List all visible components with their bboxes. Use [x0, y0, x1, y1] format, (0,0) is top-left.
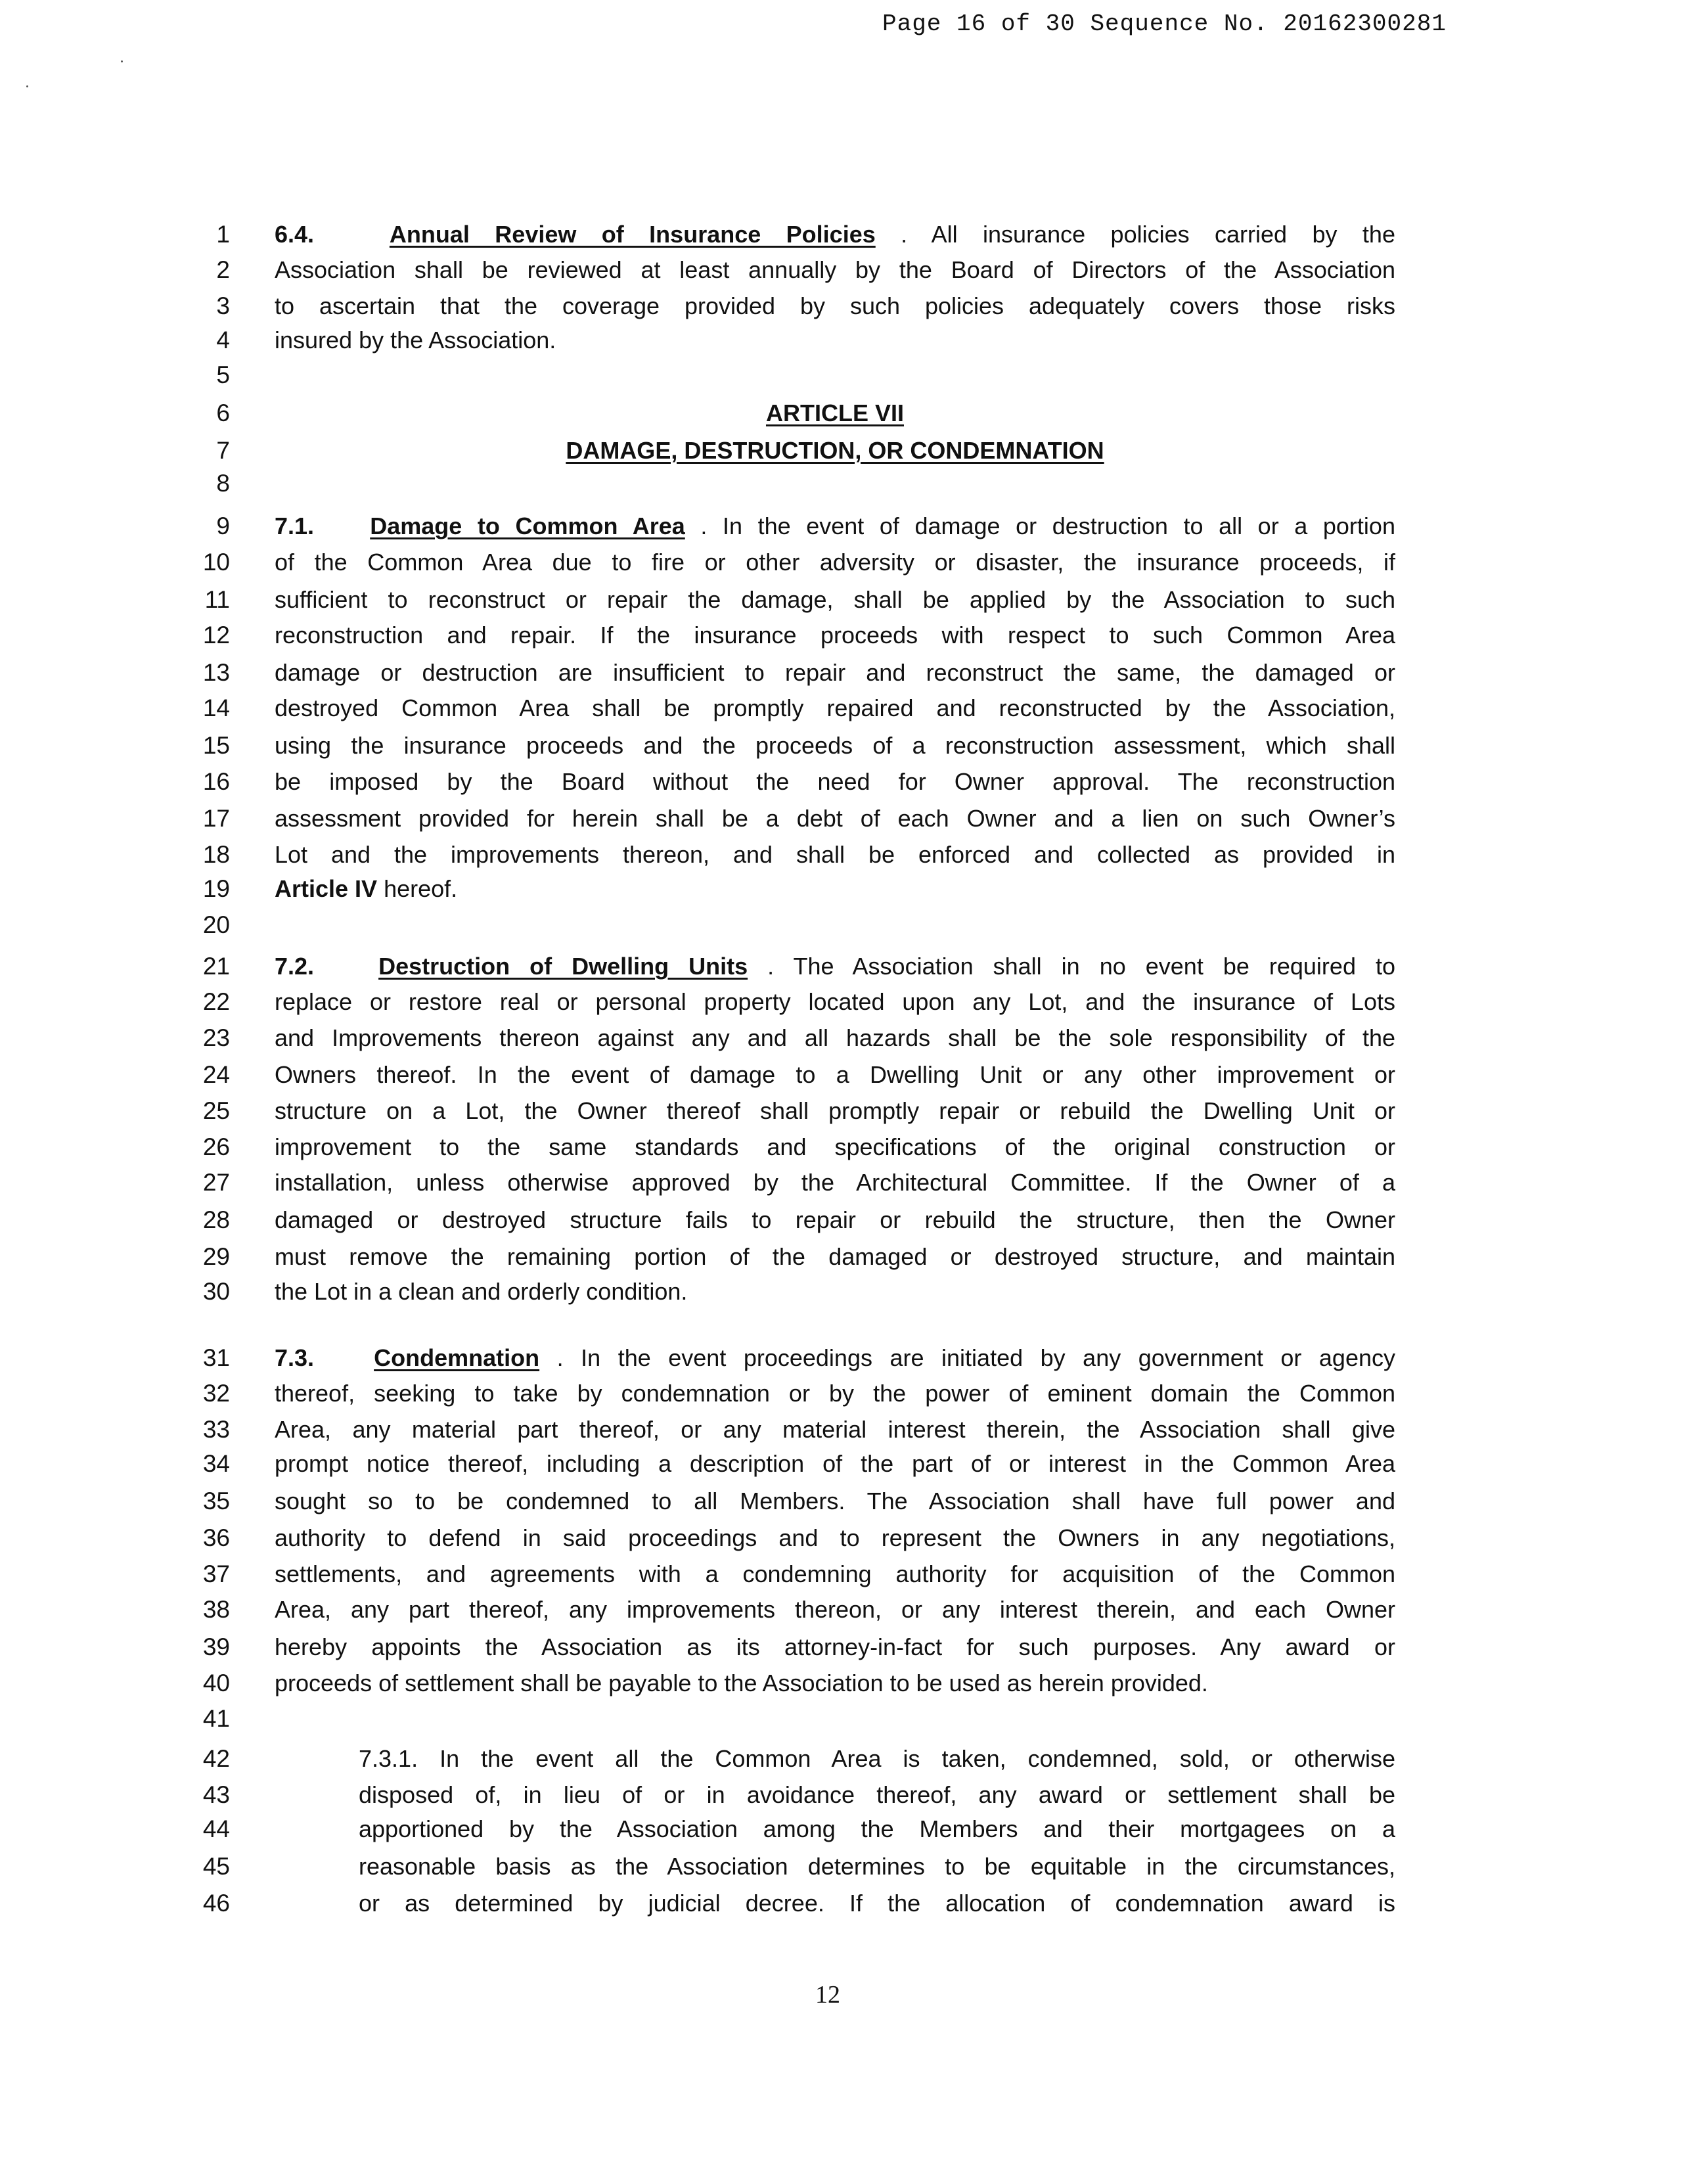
line-number: 23	[202, 1024, 230, 1051]
line-number: 12	[202, 622, 230, 648]
text-run: Area, any part thereof, any improvements thereon, or any interest therein, and each Owner	[275, 1596, 1395, 1623]
text-run: Area, any material part thereof, or any material interest therein, the Association shall give	[275, 1416, 1395, 1443]
text-line	[275, 256, 1395, 284]
text-line	[275, 292, 1395, 321]
text-line	[275, 952, 1395, 981]
line-number: 10	[202, 549, 230, 576]
text-run: hereof.	[384, 875, 458, 902]
line-number: 41	[202, 1705, 230, 1732]
text-run: reasonable basis as the Association determines to be equitable in the circumstances,	[359, 1853, 1395, 1880]
line-number: 21	[202, 953, 230, 980]
text-run: replace or restore real or personal property located upon any Lot, and the insurance of Lots	[275, 988, 1395, 1015]
line-number: 36	[202, 1524, 230, 1551]
text-run: or as determined by judicial decree. If the allocation of condemnation award is	[359, 1890, 1395, 1917]
line-number: 24	[202, 1061, 230, 1088]
text-run: proceeds of settlement shall be payable to the Association to be used as herein provided.	[275, 1670, 1208, 1696]
line-number: 34	[202, 1450, 230, 1477]
text-run: . In the event proceedings are initiated by any government or agency	[556, 1344, 1395, 1371]
text-run: 7.3.1. In the event all the Common Area is taken, condemned, sold, or otherwise	[359, 1745, 1395, 1772]
text-line	[275, 1379, 1395, 1408]
text-line	[359, 1815, 1395, 1844]
text-line	[275, 1524, 1395, 1553]
text-line	[359, 1852, 1395, 1881]
line-number: 40	[202, 1670, 230, 1696]
text-run: . In the event of damage or destruction to all or a portion	[700, 512, 1395, 539]
text-line	[275, 1097, 1395, 1126]
text-line	[275, 767, 1395, 796]
text-line	[275, 1206, 1395, 1235]
text-run: authority to defend in said proceedings and to represent the Owners in any negotiations,	[275, 1524, 1395, 1551]
article-heading-line	[275, 399, 1395, 428]
text-run: using the insurance proceeds and the proceeds of a reconstruction assessment, which shall	[275, 732, 1395, 759]
text-run: disposed of, in lieu of or in avoidance thereof, any award or settlement shall be	[359, 1781, 1395, 1808]
line-number: 33	[202, 1416, 230, 1443]
text-line	[275, 840, 1395, 869]
line-number: 29	[202, 1243, 230, 1270]
line-number: 15	[202, 732, 230, 759]
line-number: 17	[202, 805, 230, 832]
line-number: 43	[202, 1781, 230, 1808]
text-run: . All insurance policies carried by the	[901, 221, 1395, 248]
text-run: installation, unless otherwise approved by the Architectural Committee. If the Owner of a	[275, 1169, 1395, 1196]
text-run: and Improvements thereon against any and all hazards shall be the sole responsibility of the	[275, 1024, 1395, 1051]
section-number: Article IV	[275, 875, 378, 902]
section-title: Annual Review of Insurance Policies	[389, 221, 876, 248]
line-number: 31	[202, 1344, 230, 1371]
line-number: 35	[202, 1488, 230, 1514]
text-run: Association shall be reviewed at least annually by the Board of Directors of the Association	[275, 256, 1395, 283]
line-number: 37	[202, 1560, 230, 1587]
line-number: 11	[204, 586, 230, 613]
text-line	[275, 1242, 1395, 1271]
section-number: 7.2.	[275, 953, 315, 980]
text-line	[275, 1024, 1395, 1053]
text-run: of the Common Area due to fire or other adversity or disaster, the insurance proceeds, if	[275, 549, 1395, 576]
text-line	[275, 585, 1395, 614]
text-line	[275, 875, 1395, 903]
line-number: 18	[202, 841, 230, 868]
line-number: 19	[202, 875, 230, 902]
line-number: 25	[202, 1097, 230, 1124]
section-title: DAMAGE, DESTRUCTION, OR CONDEMNATION	[566, 437, 1104, 464]
text-run: sufficient to reconstruct or repair the damage, shall be applied by the Association to such	[275, 586, 1395, 613]
section-number: 7.3.	[275, 1344, 315, 1371]
line-number: 44	[202, 1815, 230, 1842]
text-line	[275, 988, 1395, 1016]
text-line	[275, 1487, 1395, 1516]
text-line	[359, 1889, 1395, 1918]
line-number: 7	[216, 437, 230, 464]
text-run: thereof, seeking to take by condemnation or by the power of eminent domain the Common	[275, 1380, 1395, 1407]
text-line	[275, 1595, 1395, 1624]
text-line	[275, 326, 1395, 355]
section-number: 7.1.	[275, 512, 315, 539]
text-line	[275, 1449, 1395, 1478]
text-run: to ascertain that the coverage provided by such policies adequately covers those risks	[275, 292, 1395, 319]
text-run: be imposed by the Board without the need for Owner approval. The reconstruction	[275, 768, 1395, 795]
text-line	[359, 1744, 1395, 1773]
page-number-footer: 12	[815, 1981, 840, 2009]
page-sequence-header: Page 16 of 30 Sequence No. 20162300281	[882, 11, 1447, 37]
text-run: destroyed Common Area shall be promptly repaired and reconstructed by the Association,	[275, 694, 1395, 721]
section-title: Damage to Common Area	[370, 512, 685, 539]
text-line	[275, 621, 1395, 650]
line-number: 16	[202, 768, 230, 795]
text-run: apportioned by the Association among the Members and their mortgagees on a	[359, 1815, 1395, 1842]
text-run: insured by the Association.	[275, 327, 556, 353]
line-number: 1	[216, 221, 230, 248]
text-run: settlements, and agreements with a condemning authority for acquisition of the Common	[275, 1560, 1395, 1587]
line-number: 9	[216, 512, 230, 539]
section-title: Destruction of Dwelling Units	[378, 953, 748, 980]
line-number: 13	[202, 659, 230, 686]
text-line	[275, 694, 1395, 723]
line-number: 46	[202, 1890, 230, 1917]
text-run: the Lot in a clean and orderly condition.	[275, 1278, 688, 1305]
text-line	[275, 1277, 1395, 1306]
line-number: 38	[202, 1596, 230, 1623]
text-run: improvement to the same standards and specifications of the original construction or	[275, 1133, 1395, 1160]
scan-speck	[26, 85, 28, 87]
line-number: 26	[202, 1133, 230, 1160]
section-title: Condemnation	[374, 1344, 540, 1371]
line-number: 30	[202, 1278, 230, 1305]
line-number: 2	[216, 256, 230, 283]
text-line	[275, 1415, 1395, 1444]
line-number: 6	[216, 399, 230, 426]
line-number: 8	[216, 470, 230, 497]
line-number: 42	[202, 1745, 230, 1772]
section-title: ARTICLE VII	[765, 399, 904, 426]
text-line	[275, 220, 1395, 249]
line-number: 28	[202, 1206, 230, 1233]
text-run: hereby appoints the Association as its attorney-in-fact for such purposes. Any award or	[275, 1633, 1395, 1660]
text-run: reconstruction and repair. If the insurance proceeds with respect to such Common Area	[275, 622, 1395, 648]
line-number: 32	[202, 1380, 230, 1407]
text-line	[275, 804, 1395, 833]
text-line	[275, 1669, 1395, 1698]
line-number: 4	[216, 327, 230, 353]
text-run: damaged or destroyed structure fails to repair or rebuild the structure, then the Owner	[275, 1206, 1395, 1233]
article-heading-line	[275, 436, 1395, 465]
line-number: 5	[216, 361, 230, 388]
text-line	[359, 1781, 1395, 1809]
line-number: 14	[202, 694, 230, 721]
text-line	[275, 658, 1395, 687]
line-number: 22	[202, 988, 230, 1015]
text-run: . The Association shall in no event be required to	[767, 953, 1395, 980]
text-line	[275, 731, 1395, 760]
text-line	[275, 1168, 1395, 1197]
text-line	[275, 1560, 1395, 1589]
line-number: 45	[202, 1853, 230, 1880]
line-number: 27	[202, 1169, 230, 1196]
text-run: sought so to be condemned to all Members. The Association shall have full power and	[275, 1488, 1395, 1514]
text-run: assessment provided for herein shall be a debt of each Owner and a lien on such Owner’s	[275, 805, 1395, 832]
text-line	[275, 548, 1395, 577]
line-number: 3	[216, 292, 230, 319]
text-line	[275, 512, 1395, 541]
line-number: 39	[202, 1633, 230, 1660]
text-line	[275, 1344, 1395, 1373]
text-line	[275, 1060, 1395, 1089]
line-number: 20	[202, 911, 230, 938]
text-line	[275, 1633, 1395, 1662]
text-run: Owners thereof. In the event of damage to a Dwelling Unit or any other improvement or	[275, 1061, 1395, 1088]
scan-speck	[121, 60, 123, 62]
text-line	[275, 1133, 1395, 1162]
section-number: 6.4.	[275, 221, 315, 248]
text-run: Lot and the improvements thereon, and shall be enforced and collected as provided in	[275, 841, 1395, 868]
text-run: prompt notice thereof, including a description of the part of or interest in the Common Area	[275, 1450, 1395, 1477]
text-run: structure on a Lot, the Owner thereof shall promptly repair or rebuild the Dwelling Unit or	[275, 1097, 1395, 1124]
text-run: damage or destruction are insufficient to repair and reconstruct the same, the damaged or	[275, 659, 1395, 686]
text-run: must remove the remaining portion of the damaged or destroyed structure, and maintain	[275, 1243, 1395, 1270]
